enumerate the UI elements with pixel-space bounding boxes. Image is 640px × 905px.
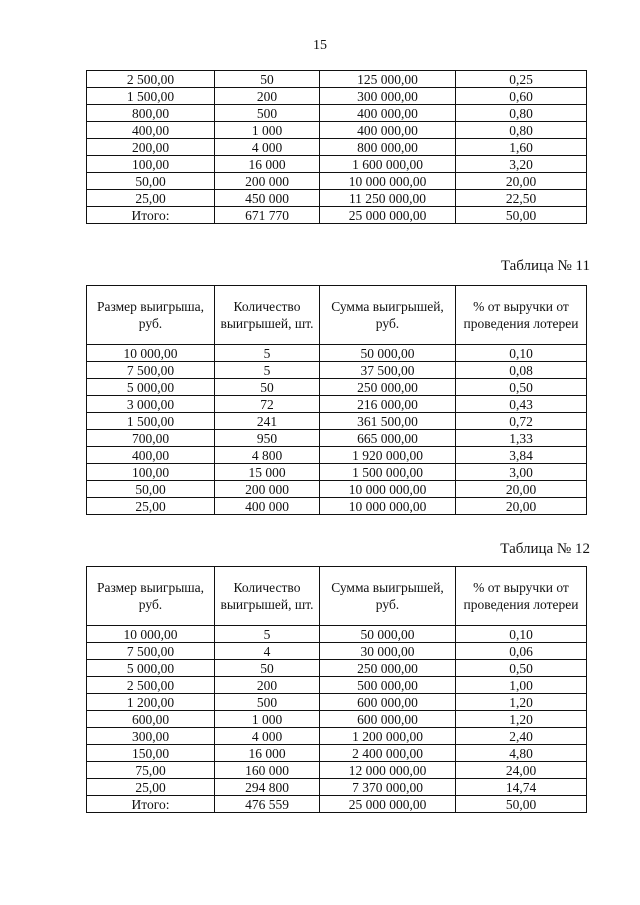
- table-cell: 0,50: [456, 379, 587, 396]
- table-cell: 50: [215, 660, 320, 677]
- table-cell: 50,00: [456, 207, 587, 224]
- table-cell: 2 400 000,00: [320, 745, 456, 762]
- table-cell: 200 000: [215, 173, 320, 190]
- page-number: 15: [313, 38, 327, 53]
- table-cell: 400,00: [87, 122, 215, 139]
- table-caption-12: Таблица № 12: [500, 541, 590, 557]
- table-cell: 25,00: [87, 498, 215, 515]
- table-cell: 500: [215, 105, 320, 122]
- table-cell: 11 250 000,00: [320, 190, 456, 207]
- table-cell: 7 500,00: [87, 362, 215, 379]
- table-row: [87, 626, 587, 643]
- table-cell: 0,06: [456, 643, 587, 660]
- table-cell: 1 600 000,00: [320, 156, 456, 173]
- header-prize-size: Размер выигрыша, руб.: [87, 567, 215, 626]
- table-cell: 0,60: [456, 88, 587, 105]
- table-cell: 150,00: [87, 745, 215, 762]
- table-row: [87, 711, 587, 728]
- table-cell: 1 000: [215, 122, 320, 139]
- table-cell: 1 000: [215, 711, 320, 728]
- table-cell: 25 000 000,00: [320, 207, 456, 224]
- table-cell: 1 500,00: [87, 413, 215, 430]
- table-cell: Итого:: [87, 796, 215, 813]
- table-cell: 100,00: [87, 156, 215, 173]
- table-cell: 600,00: [87, 711, 215, 728]
- table-cell: 3,84: [456, 447, 587, 464]
- table-cell: 10 000,00: [87, 626, 215, 643]
- table-cell: 10 000,00: [87, 345, 215, 362]
- table-cell: 600 000,00: [320, 694, 456, 711]
- table-cell: 50 000,00: [320, 345, 456, 362]
- table-row: [87, 796, 587, 813]
- table-cell: 800,00: [87, 105, 215, 122]
- table-cell: 1 920 000,00: [320, 447, 456, 464]
- table-cell: 0,10: [456, 345, 587, 362]
- table-cell: 12 000 000,00: [320, 762, 456, 779]
- header-row: [87, 286, 587, 345]
- table-row: [87, 122, 587, 139]
- header-prize-sum: Сумма выигрышей, руб.: [320, 567, 456, 626]
- table-cell: 241: [215, 413, 320, 430]
- table-cell: 0,25: [456, 71, 587, 88]
- table-cell: 450 000: [215, 190, 320, 207]
- prize-table-12: [86, 566, 587, 813]
- table-row: [87, 379, 587, 396]
- table-row: [87, 71, 587, 88]
- table-row: [87, 105, 587, 122]
- table-row: [87, 190, 587, 207]
- table-cell: 800 000,00: [320, 139, 456, 156]
- table-cell: 5 000,00: [87, 379, 215, 396]
- table-cell: 0,10: [456, 626, 587, 643]
- table-cell: 950: [215, 430, 320, 447]
- table-cell: 700,00: [87, 430, 215, 447]
- table-cell: 400 000: [215, 498, 320, 515]
- table-cell: 5: [215, 626, 320, 643]
- table-cell: 30 000,00: [320, 643, 456, 660]
- table-cell: 0,50: [456, 660, 587, 677]
- table-cell: 200 000: [215, 481, 320, 498]
- table-cell: 20,00: [456, 498, 587, 515]
- table-cell: 400 000,00: [320, 122, 456, 139]
- table-row: [87, 762, 587, 779]
- table-cell: 200: [215, 677, 320, 694]
- table-cell: 216 000,00: [320, 396, 456, 413]
- table-row: [87, 156, 587, 173]
- table-cell: 300,00: [87, 728, 215, 745]
- table-row: [87, 779, 587, 796]
- table-row: [87, 728, 587, 745]
- table-cell: 5 000,00: [87, 660, 215, 677]
- header-prize-size: Размер выигрыша, руб.: [87, 286, 215, 345]
- table-row: [87, 694, 587, 711]
- table-cell: 7 370 000,00: [320, 779, 456, 796]
- table-cell: 16 000: [215, 745, 320, 762]
- prize-table-body: [87, 345, 587, 515]
- table-cell: 125 000,00: [320, 71, 456, 88]
- table-cell: 0,80: [456, 122, 587, 139]
- table-cell: 75,00: [87, 762, 215, 779]
- table-row: [87, 362, 587, 379]
- table-row: [87, 447, 587, 464]
- table-cell: 0,72: [456, 413, 587, 430]
- table-cell: 50 000,00: [320, 626, 456, 643]
- table-cell: 250 000,00: [320, 660, 456, 677]
- prize-table-body: [87, 71, 587, 224]
- table-row: [87, 643, 587, 660]
- table-row: [87, 464, 587, 481]
- table-cell: 600 000,00: [320, 711, 456, 728]
- table-cell: 2,40: [456, 728, 587, 745]
- table-cell: 3 000,00: [87, 396, 215, 413]
- table-cell: 16 000: [215, 156, 320, 173]
- table-cell: 1 200 000,00: [320, 728, 456, 745]
- table-cell: 1,33: [456, 430, 587, 447]
- header-revenue-percent: % от выручки от проведения лотереи: [456, 567, 587, 626]
- table-cell: 1 500,00: [87, 88, 215, 105]
- table-cell: 25,00: [87, 779, 215, 796]
- table-cell: 160 000: [215, 762, 320, 779]
- table-cell: 500 000,00: [320, 677, 456, 694]
- table-cell: 25 000 000,00: [320, 796, 456, 813]
- table-cell: 50: [215, 379, 320, 396]
- table-cell: Итого:: [87, 207, 215, 224]
- table-cell: 1,20: [456, 711, 587, 728]
- table-cell: 0,80: [456, 105, 587, 122]
- header-prize-count: Количество выигрышей, шт.: [215, 567, 320, 626]
- table-cell: 0,08: [456, 362, 587, 379]
- table-cell: 1,00: [456, 677, 587, 694]
- header-prize-sum: Сумма выигрышей, руб.: [320, 286, 456, 345]
- table-row: [87, 677, 587, 694]
- table-cell: 4 800: [215, 447, 320, 464]
- table-row: [87, 88, 587, 105]
- table-cell: 24,00: [456, 762, 587, 779]
- table-cell: 250 000,00: [320, 379, 456, 396]
- prize-table-body: [87, 626, 587, 813]
- table-cell: 665 000,00: [320, 430, 456, 447]
- header-row: [87, 567, 587, 626]
- table-cell: 10 000 000,00: [320, 481, 456, 498]
- table-cell: 294 800: [215, 779, 320, 796]
- table-cell: 14,74: [456, 779, 587, 796]
- table-row: [87, 430, 587, 447]
- table-cell: 1,60: [456, 139, 587, 156]
- table-cell: 500: [215, 694, 320, 711]
- table-cell: 15 000: [215, 464, 320, 481]
- table-cell: 3,20: [456, 156, 587, 173]
- table-cell: 20,00: [456, 481, 587, 498]
- table-cell: 200,00: [87, 139, 215, 156]
- table-cell: 25,00: [87, 190, 215, 207]
- table-cell: 50,00: [456, 796, 587, 813]
- table-header: [87, 567, 587, 626]
- table-cell: 200: [215, 88, 320, 105]
- table-cell: 671 770: [215, 207, 320, 224]
- table-cell: 22,50: [456, 190, 587, 207]
- table-cell: 20,00: [456, 173, 587, 190]
- table-row: [87, 396, 587, 413]
- table-cell: 476 559: [215, 796, 320, 813]
- table-caption-11: Таблица № 11: [500, 258, 590, 274]
- table-cell: 1 500 000,00: [320, 464, 456, 481]
- table-cell: 50,00: [87, 481, 215, 498]
- table-cell: 100,00: [87, 464, 215, 481]
- table-cell: 50: [215, 71, 320, 88]
- table-cell: 7 500,00: [87, 643, 215, 660]
- table-row: [87, 139, 587, 156]
- table-row: [87, 207, 587, 224]
- table-row: [87, 173, 587, 190]
- table-cell: 361 500,00: [320, 413, 456, 430]
- table-cell: 4 000: [215, 139, 320, 156]
- table-cell: 10 000 000,00: [320, 498, 456, 515]
- table-cell: 4 000: [215, 728, 320, 745]
- table-cell: 37 500,00: [320, 362, 456, 379]
- table-row: [87, 481, 587, 498]
- table-cell: 1 200,00: [87, 694, 215, 711]
- table-cell: 0,43: [456, 396, 587, 413]
- table-cell: 2 500,00: [87, 71, 215, 88]
- table-row: [87, 745, 587, 762]
- table-cell: 1,20: [456, 694, 587, 711]
- table-cell: 5: [215, 345, 320, 362]
- table-row: [87, 345, 587, 362]
- table-cell: 400 000,00: [320, 105, 456, 122]
- table-cell: 400,00: [87, 447, 215, 464]
- prize-table-continued: [86, 70, 587, 224]
- table-row: [87, 660, 587, 677]
- table-cell: 4: [215, 643, 320, 660]
- table-row: [87, 413, 587, 430]
- table-cell: 300 000,00: [320, 88, 456, 105]
- table-cell: 10 000 000,00: [320, 173, 456, 190]
- prize-table-11: [86, 285, 587, 515]
- table-row: [87, 498, 587, 515]
- table-cell: 4,80: [456, 745, 587, 762]
- header-prize-count: Количество выигрышей, шт.: [215, 286, 320, 345]
- header-revenue-percent: % от выручки от проведения лотереи: [456, 286, 587, 345]
- table-cell: 3,00: [456, 464, 587, 481]
- table-cell: 2 500,00: [87, 677, 215, 694]
- table-cell: 50,00: [87, 173, 215, 190]
- table-cell: 72: [215, 396, 320, 413]
- table-cell: 5: [215, 362, 320, 379]
- table-header: [87, 286, 587, 345]
